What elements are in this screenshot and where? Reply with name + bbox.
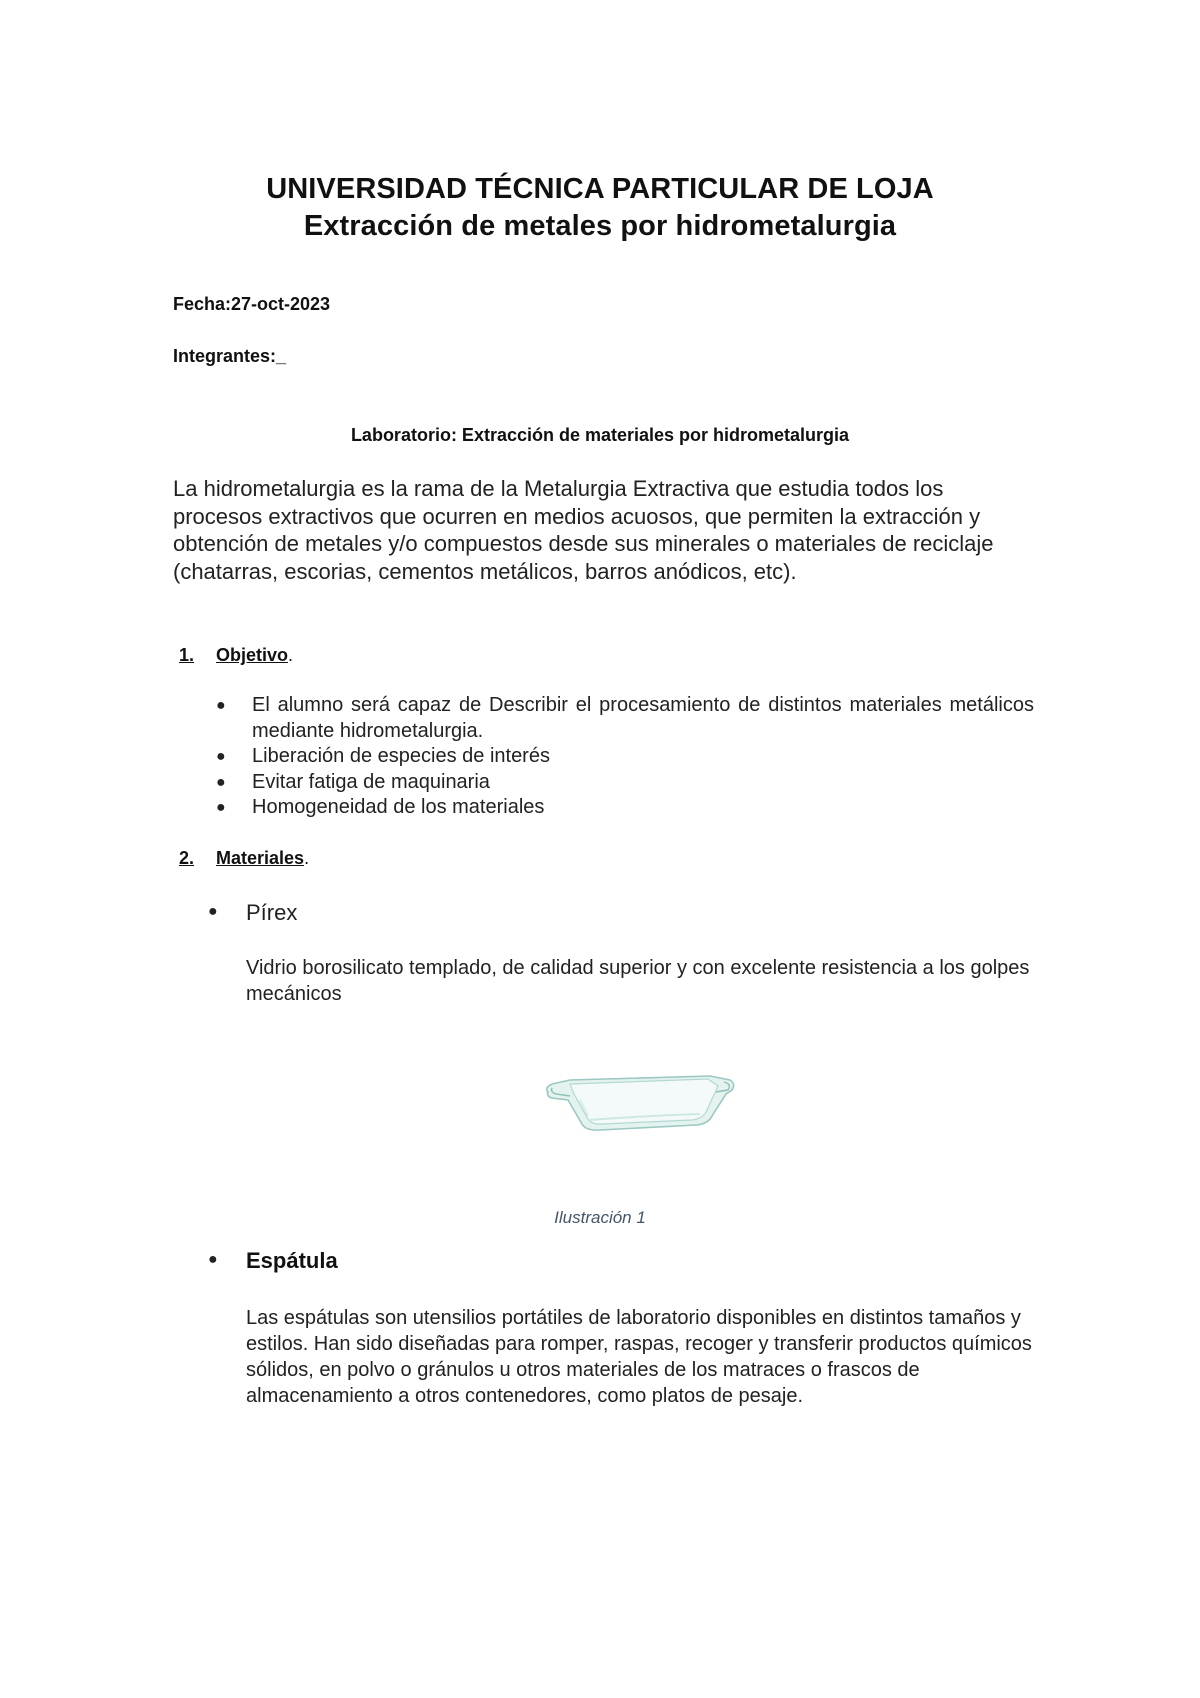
bullet-icon: ● [216,697,226,714]
material-name: Espátula [246,1248,338,1273]
document-subtitle: Extracción de metales por hidrometalurgia [303,210,897,242]
list-item: ● Evitar fatiga de maquinaria [214,770,1034,796]
section-materiales-heading [179,848,309,869]
list-item: ● El alumno será capaz de Describir el procesamiento de distintos materiales metálicos mediante hidrometalurgia. [216,694,1034,742]
list-item: ● Liberación de especies de interés [214,744,1034,770]
bullet-icon: ● [216,773,226,791]
material-description: Las espátulas son utensilios portátiles de laboratorio disponibles en distintos tamaños y estilos. Han sido diseñadas para romper, raspas, recoger y transferir productos químicos sólidos, en polvo o gránulos u otros materiales de los matraces o frascos de almacenamiento a otros contenedores, como platos de pesaje. [246,1307,1032,1407]
university-title: UNIVERSIDAD TÉCNICA PARTICULAR DE LOJA [266,173,934,205]
objetivo-list [214,693,1034,821]
section-suffix: . [304,848,310,868]
section-suffix: . [288,645,294,665]
glass-baking-dish-icon [540,1070,740,1140]
section-number: 2. [179,848,195,868]
list-item: ● Homogeneidad de los materiales [214,795,1034,821]
section-label: Objetivo [216,645,289,665]
section-objetivo-heading [179,645,293,666]
lab-heading: Laboratorio: Extracción de materiales por hidrometalurgia [350,425,850,445]
bullet-icon: ● [208,903,218,920]
members-field: Integrantes:_ [173,346,287,366]
material-description: Vidrio borosilicato templado, de calidad superior y con excelente resistencia a los golpes mecánicos [246,957,1030,1005]
bullet-icon: ● [216,799,226,816]
material-name: Pírex [246,900,298,925]
bullet-icon: ● [208,1251,218,1268]
section-number: 1. [179,645,195,665]
figure-caption: Ilustración 1 [554,1208,646,1227]
intro-paragraph: La hidrometalurgia es la rama de la Metalurgia Extractiva que estudia todos los procesos extractivos que ocurren en medios acuosos, que permiten la extracción y obtención de metales y/o compuestos desde sus minerales o materiales de reciclaje (chatarras, escorias, cementos metálicos, barros anódicos, etc). [173,476,994,584]
section-label: Materiales [216,848,305,868]
date-field: Fecha:27-oct-2023 [173,294,331,314]
bullet-icon: ● [216,748,226,765]
